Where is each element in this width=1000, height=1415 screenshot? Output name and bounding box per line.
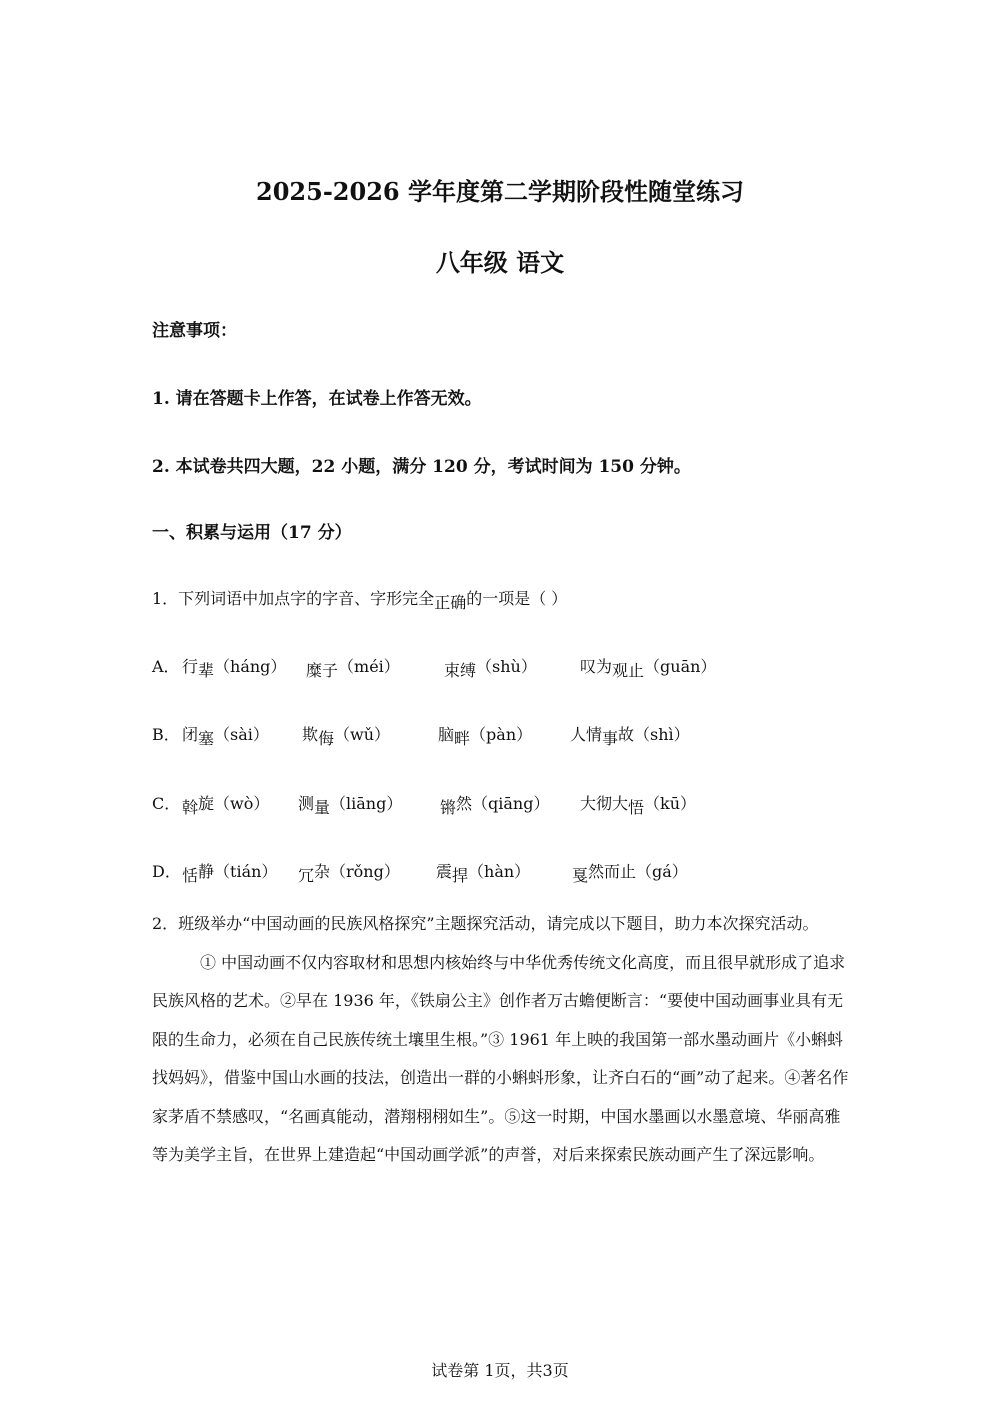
option-a-letter: A． xyxy=(152,657,180,676)
notice-heading: 注意事项： xyxy=(152,321,237,341)
word-part: 测 xyxy=(298,794,315,813)
notice-item-1: 1. 请在答题卡上作答，在试卷上作答无效。 xyxy=(152,389,482,409)
option-a-item-4 xyxy=(580,654,717,680)
page-footer: 试卷第 1页，共3页 xyxy=(431,1361,569,1380)
pinyin: （pàn） xyxy=(470,725,533,744)
pinyin: （wǔ） xyxy=(334,725,391,744)
dotted-char: 恬 xyxy=(182,866,199,885)
option-b-item-1 xyxy=(182,722,269,748)
pinyin: （guān） xyxy=(644,657,717,676)
pinyin: （háng） xyxy=(214,657,287,676)
option-c-letter: C． xyxy=(152,794,181,813)
option-d-item-2 xyxy=(298,859,400,885)
dotted-char: 量 xyxy=(314,798,331,817)
dotted-char: 辈 xyxy=(198,661,215,680)
dotted-char: 捍 xyxy=(452,866,469,885)
option-b-item-2 xyxy=(302,722,391,748)
option-c-item-2 xyxy=(298,791,403,817)
pinyin: （méi） xyxy=(338,657,400,676)
option-b-item-3 xyxy=(438,722,533,748)
dotted-char: 斡 xyxy=(182,798,199,817)
dotted-char: 糜子 xyxy=(306,661,339,680)
pinyin: 然而止（gá） xyxy=(588,862,688,881)
option-d-item-3 xyxy=(436,859,531,885)
dotted-char: 塞 xyxy=(198,729,215,748)
question-1-dotted-word: 正确 xyxy=(434,593,467,612)
question-1-stem-text-a: 1．下列词语中加点字的字音、字形完全 xyxy=(152,589,435,608)
option-d-letter: D． xyxy=(152,862,181,881)
question-2-passage: ① 中国动画不仅内容取材和思想内核始终与中华优秀传统文化高度，而且很早就形成了追求民族风格的艺术。②早在 1936 年，《铁扇公主》创作者万古蟾便断言：“要使中国动画事业具有无限的生命力，必须在自己民族传统土壤里生根。”③ 1961 年上映的我国第一部水墨动画片《小蝌蚪找妈妈》，借鉴中国山水画的技法，创造出一群的小蝌蚪形象，让齐白石的“画”动了起来。④著名作家茅盾不禁感叹，“名画真能动，潜翔栩栩如生”。⑤这一时期，中国水墨画以水墨意境、华丽高雅等为美学主旨，在世界上建造起“中国动画学派”的声誉，对后来探索民族动画产生了深远影响。 xyxy=(152,952,849,1164)
option-c-item-3 xyxy=(440,791,550,817)
dotted-char: 侮 xyxy=(318,729,335,748)
word-part: 叹为 xyxy=(580,657,613,676)
dotted-char: 束缚 xyxy=(444,661,477,680)
dotted-char: 事 xyxy=(602,729,619,748)
option-a-item-2 xyxy=(306,654,400,680)
pinyin: （liāng） xyxy=(330,794,403,813)
word-part: 行 xyxy=(182,657,199,676)
dotted-char: 畔 xyxy=(454,729,471,748)
option-c-item-1 xyxy=(182,791,270,817)
exam-subtitle: 八年级 语文 xyxy=(435,248,565,277)
word-part: 大彻大 xyxy=(580,794,629,813)
option-d-item-4 xyxy=(572,859,688,885)
word-part: 震 xyxy=(436,862,453,881)
question-1-stem xyxy=(152,586,568,612)
option-a-item-3 xyxy=(444,654,537,680)
option-d-item-1 xyxy=(182,859,278,885)
word-part: 人情 xyxy=(570,725,603,744)
exam-title: 2025-2026 学年度第二学期阶段性随堂练习 xyxy=(256,177,744,206)
dotted-char: 冗 xyxy=(298,866,315,885)
option-b-letter: B． xyxy=(152,725,180,744)
question-2-stem: 2．班级举办“中国动画的民族风格探究”主题探究活动，请完成以下题目，助力本次探究活动。 xyxy=(152,914,819,933)
word-part: 脑 xyxy=(438,725,455,744)
pinyin: （hàn） xyxy=(468,862,531,881)
pinyin: 故（shì） xyxy=(618,725,690,744)
pinyin: 杂（rǒng） xyxy=(314,862,400,881)
notice-item-2: 2. 本试卷共四大题，22 小题，满分 120 分，考试时间为 150 分钟。 xyxy=(152,457,691,477)
pinyin: （sài） xyxy=(214,725,269,744)
pinyin: 静（tián） xyxy=(198,862,278,881)
option-b-item-4 xyxy=(570,722,690,748)
question-1-stem-text-b: 的一项是（ ） xyxy=(466,589,568,608)
option-c-item-4 xyxy=(580,791,697,817)
question-2 xyxy=(152,905,852,1175)
option-a-item-1 xyxy=(182,654,287,680)
dotted-char: 戛 xyxy=(572,866,589,885)
pinyin: 旋（wò） xyxy=(198,794,270,813)
section-heading: 一、积累与运用（17 分） xyxy=(152,523,352,543)
dotted-char: 观止 xyxy=(612,661,645,680)
pinyin: （kū） xyxy=(644,794,697,813)
word-part: 闭 xyxy=(182,725,199,744)
dotted-char: 悟 xyxy=(628,798,645,817)
pinyin: （shù） xyxy=(476,657,537,676)
pinyin: 然（qiāng） xyxy=(456,794,550,813)
dotted-char: 锵 xyxy=(440,798,457,817)
word-part: 欺 xyxy=(302,725,319,744)
